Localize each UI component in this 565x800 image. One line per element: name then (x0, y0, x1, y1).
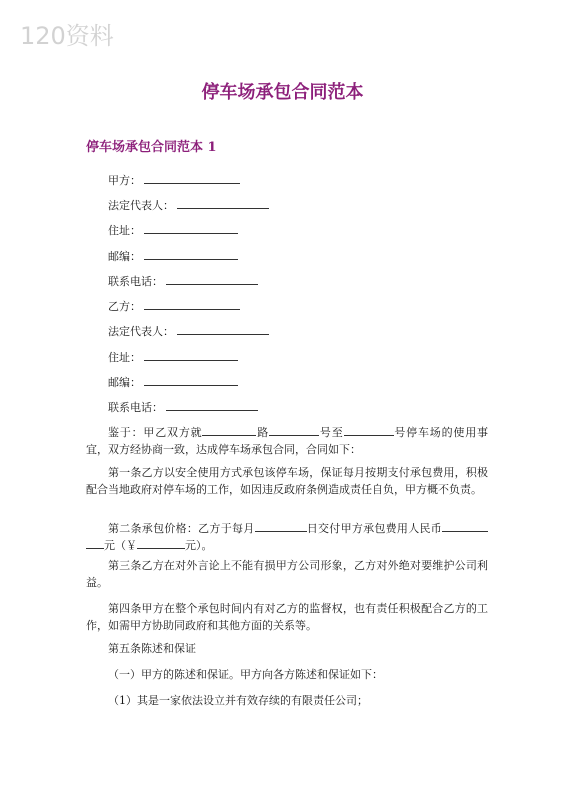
article-5-heading: 第五条陈述和保证 (108, 642, 196, 655)
fill-blank (166, 399, 258, 411)
field-label: 法定代表人： (108, 325, 174, 338)
field-legal-rep-a (108, 197, 269, 213)
fill-blank (344, 424, 394, 436)
field-address-b (108, 349, 238, 365)
preamble-paragraph (86, 424, 488, 458)
field-postcode-b (108, 374, 238, 390)
field-label: 乙方： (108, 300, 141, 313)
article-2-text: 日交付甲方承包费用人民币 (306, 522, 442, 535)
fill-blank (166, 273, 258, 285)
field-party-a (108, 172, 240, 188)
fill-blank (86, 537, 104, 549)
document-title: 停车场承包合同范本 (201, 82, 364, 103)
watermark: 120资料 (20, 22, 114, 50)
field-phone-b (108, 399, 258, 415)
clause-1-paragraph: （一）甲方的陈述和保证。甲方向各方陈述和保证如下： (108, 668, 383, 681)
fill-blank (144, 248, 238, 260)
field-postcode-a (108, 248, 238, 264)
section-heading: 停车场承包合同范本 1 (86, 140, 217, 155)
article-2-text: 元（￥ (104, 539, 137, 552)
fill-blank (269, 424, 319, 436)
preamble-text: 号停车场的使用事宜，双方经协商一致，达成停车场承包合同，合同如下： (86, 426, 489, 456)
fill-blank (137, 537, 185, 549)
article-2-paragraph (86, 520, 488, 554)
field-label: 法定代表人： (108, 199, 174, 212)
field-label: 住址： (108, 224, 141, 237)
clause-1-item-1: （1）其是一家依法设立并有效存续的有限责任公司； (108, 694, 368, 707)
field-label: 住址： (108, 351, 141, 364)
article-1-paragraph: 第一条乙方以安全使用方式承包该停车场，保证每月按期支付承包费用，积极配合当地政府对停车场的工作，如因违反政府条例造成责任自负，甲方概不负责。 (86, 466, 488, 496)
field-legal-rep-b (108, 323, 269, 339)
field-phone-a (108, 273, 258, 289)
preamble-text: 号至 (319, 426, 344, 439)
fill-blank (177, 197, 269, 209)
fill-blank (144, 298, 240, 310)
fill-blank (144, 349, 238, 361)
article-3-paragraph: 第三条乙方在对外言论上不能有损甲方公司形象，乙方对外绝对要维护公司利益。 (86, 559, 488, 589)
article-2-text: 元）。 (185, 539, 213, 552)
field-label: 甲方： (108, 174, 141, 187)
field-party-b (108, 298, 240, 314)
field-label: 联系电话： (108, 275, 163, 288)
fill-blank (144, 374, 238, 386)
fill-blank (442, 520, 488, 532)
fill-blank (177, 323, 269, 335)
fill-blank (144, 172, 240, 184)
field-label: 邮编： (108, 250, 141, 263)
preamble-text: 路 (256, 426, 270, 439)
article-2-text: 第二条承包价格：乙方于每月 (108, 522, 255, 535)
field-address-a (108, 222, 238, 238)
article-4-paragraph: 第四条甲方在整个承包时间内有对乙方的监督权，也有责任积极配合乙方的工作，如需甲方协助同政府和其他方面的关系等。 (86, 602, 488, 632)
preamble-text: 鉴于：甲乙双方就 (108, 426, 203, 439)
field-label: 联系电话： (108, 401, 163, 414)
fill-blank (202, 424, 256, 436)
fill-blank (255, 520, 307, 532)
field-label: 邮编： (108, 376, 141, 389)
fill-blank (144, 222, 238, 234)
